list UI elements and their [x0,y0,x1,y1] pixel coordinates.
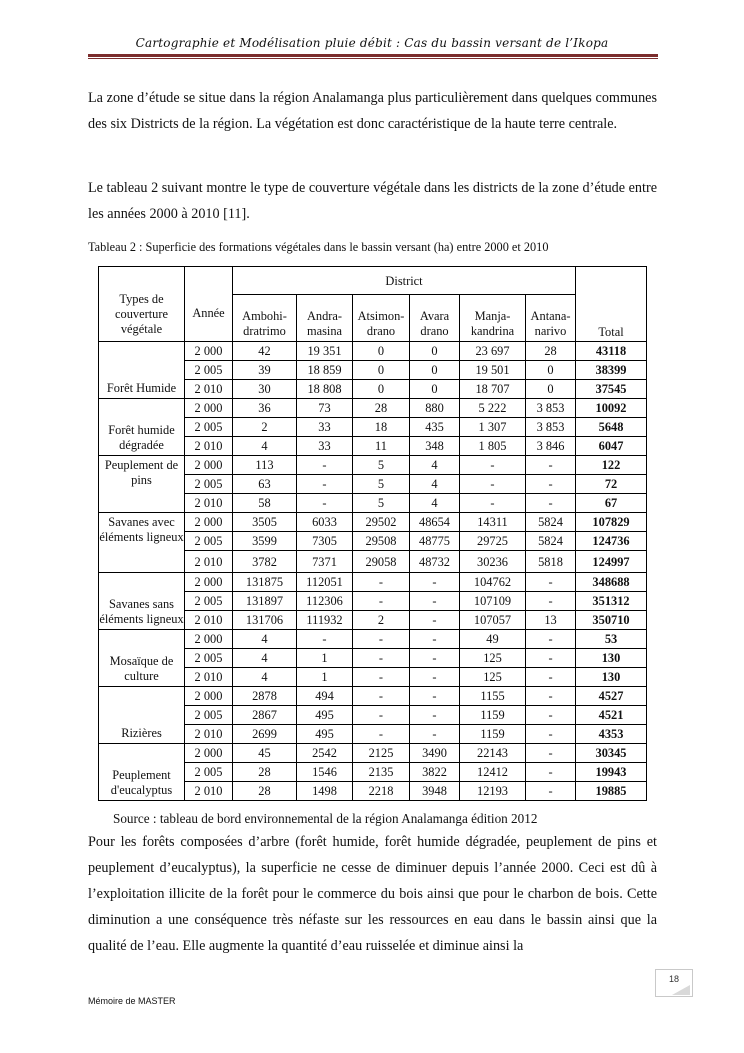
year-cell: 2 005 [185,532,233,551]
year-cell: 2 010 [185,668,233,687]
value-cell: 19 501 [460,361,526,380]
value-cell: 2 [353,611,410,630]
value-cell: - [526,763,576,782]
value-cell: 125 [460,649,526,668]
value-cell: 48654 [410,513,460,532]
value-cell: 0 [353,342,410,361]
value-cell: 2135 [353,763,410,782]
value-cell: - [353,573,410,592]
running-header: Cartographie et Modélisation pluie débit : Cas du bassin versant de l’Ikopa [135,36,609,50]
value-cell: 4 [410,494,460,513]
value-cell: - [460,475,526,494]
value-cell: - [297,475,353,494]
value-cell: 5824 [526,532,576,551]
total-cell: 348688 [576,573,647,592]
value-cell: 1 [297,668,353,687]
value-cell: 29725 [460,532,526,551]
value-cell: 2699 [233,725,297,744]
value-cell: - [410,630,460,649]
col-header-district-name: Manja-kandrina [460,295,526,342]
value-cell: - [410,592,460,611]
value-cell: 13 [526,611,576,630]
value-cell: 3505 [233,513,297,532]
cover-type-cell: Forêt Humide [99,342,185,399]
total-cell: 124997 [576,551,647,573]
value-cell: 30 [233,380,297,399]
cover-type-cell: Forêt humide dégradée [99,399,185,456]
total-cell: 351312 [576,592,647,611]
value-cell: - [526,592,576,611]
value-cell: 4 [233,437,297,456]
value-cell: 494 [297,687,353,706]
total-cell: 4527 [576,687,647,706]
value-cell: 14311 [460,513,526,532]
year-cell: 2 005 [185,592,233,611]
value-cell: 0 [526,361,576,380]
value-cell: 2125 [353,744,410,763]
value-cell: - [526,494,576,513]
col-header-district-name: Andra-masina [297,295,353,342]
value-cell: 6033 [297,513,353,532]
value-cell: - [526,744,576,763]
total-cell: 38399 [576,361,647,380]
value-cell: 3490 [410,744,460,763]
value-cell: 3782 [233,551,297,573]
value-cell: 4 [233,668,297,687]
value-cell: - [410,611,460,630]
value-cell: 131897 [233,592,297,611]
col-header-district-name: Antana-narivo [526,295,576,342]
value-cell: - [460,494,526,513]
value-cell: - [526,649,576,668]
cover-type-cell: Mosaïque de culture [99,630,185,687]
year-cell: 2 000 [185,342,233,361]
value-cell: 23 697 [460,342,526,361]
value-cell: 1546 [297,763,353,782]
value-cell: 5824 [526,513,576,532]
col-header-type: Types de couverture végétale [99,267,185,342]
value-cell: 30236 [460,551,526,573]
value-cell: 28 [233,763,297,782]
header-rule-thick [88,54,658,57]
value-cell: 107057 [460,611,526,630]
total-cell: 350710 [576,611,647,630]
total-cell: 130 [576,668,647,687]
value-cell: 5 222 [460,399,526,418]
value-cell: 12412 [460,763,526,782]
year-cell: 2 005 [185,475,233,494]
value-cell: 39 [233,361,297,380]
value-cell: - [410,725,460,744]
value-cell: - [353,687,410,706]
year-cell: 2 005 [185,649,233,668]
value-cell: 0 [353,380,410,399]
value-cell: 18 859 [297,361,353,380]
table-row [99,342,647,361]
year-cell: 2 005 [185,706,233,725]
value-cell: 3822 [410,763,460,782]
year-cell: 2 000 [185,573,233,592]
value-cell: 3599 [233,532,297,551]
col-header-total: Total [576,267,647,342]
value-cell: 3 846 [526,437,576,456]
value-cell: - [297,494,353,513]
value-cell: 880 [410,399,460,418]
value-cell: 0 [353,361,410,380]
year-cell: 2 010 [185,380,233,399]
value-cell: 29502 [353,513,410,532]
value-cell: 28 [353,399,410,418]
table-row [99,399,647,418]
value-cell: 111932 [297,611,353,630]
value-cell: 33 [297,437,353,456]
value-cell: 28 [233,782,297,801]
value-cell: 63 [233,475,297,494]
cover-type-cell: Rizières [99,687,185,744]
value-cell: 29058 [353,551,410,573]
col-header-district: District [233,267,576,295]
total-cell: 37545 [576,380,647,399]
value-cell: 11 [353,437,410,456]
value-cell: 36 [233,399,297,418]
value-cell: 1 805 [460,437,526,456]
value-cell: 1498 [297,782,353,801]
value-cell: 5 [353,456,410,475]
value-cell: - [526,687,576,706]
year-cell: 2 000 [185,456,233,475]
total-cell: 130 [576,649,647,668]
value-cell: 1159 [460,725,526,744]
value-cell: 0 [410,361,460,380]
value-cell: - [526,456,576,475]
value-cell: - [410,668,460,687]
value-cell: - [353,725,410,744]
value-cell: 1159 [460,706,526,725]
value-cell: 12193 [460,782,526,801]
year-cell: 2 010 [185,782,233,801]
value-cell: 42 [233,342,297,361]
value-cell: 0 [526,380,576,399]
value-cell: 33 [297,418,353,437]
year-cell: 2 010 [185,437,233,456]
value-cell: 435 [410,418,460,437]
value-cell: 49 [460,630,526,649]
value-cell: - [526,475,576,494]
value-cell: 1155 [460,687,526,706]
total-cell: 19885 [576,782,647,801]
value-cell: 1 [297,649,353,668]
total-cell: 6047 [576,437,647,456]
value-cell: 29508 [353,532,410,551]
paragraph-analysis: Pour les forêts composées d’arbre (forêt humide, forêt humide dégradée, peuplement de pins et peuplement d’eucalyptus), la superficie ne cesse de diminuer depuis l’année 2000. Ceci est dû à l’exploitation illicite de la forêt pour le commerce du bois ainsi que pour le charbon de bois. Cette diminution a une conséquence très néfaste sur les ressources en eau dans le bassin ainsi que la qualité de l’eau. Elle augmente la quantité d’eau ruisselée et diminue ainsi la [88,834,657,954]
value-cell: 5818 [526,551,576,573]
table-row [99,744,647,763]
table-row [99,513,647,532]
page-number: 18 [655,969,693,997]
value-cell: - [526,706,576,725]
value-cell: 2867 [233,706,297,725]
value-cell: 45 [233,744,297,763]
year-cell: 2 010 [185,551,233,573]
value-cell: 4 [410,475,460,494]
value-cell: 7305 [297,532,353,551]
total-cell: 107829 [576,513,647,532]
total-cell: 10092 [576,399,647,418]
value-cell: 131706 [233,611,297,630]
total-cell: 4353 [576,725,647,744]
paragraph-table-intro: Le tableau 2 suivant montre le type de couverture végétale dans les districts de la zone d’étude entre les années 2000 à 2010 [11]. [88,180,657,222]
value-cell: - [526,725,576,744]
value-cell: 2 [233,418,297,437]
value-cell: - [353,706,410,725]
total-cell: 53 [576,630,647,649]
value-cell: - [353,630,410,649]
value-cell: 2218 [353,782,410,801]
value-cell: 5 [353,475,410,494]
year-cell: 2 010 [185,494,233,513]
value-cell: - [353,649,410,668]
total-cell: 19943 [576,763,647,782]
paragraph-intro: La zone d’étude se situe dans la région Analamanga plus particulièrement dans quelques communes des six Districts de la région. La végétation est donc caractéristique de la haute terre centrale. [88,90,657,132]
year-cell: 2 000 [185,399,233,418]
value-cell: 18 [353,418,410,437]
total-cell: 30345 [576,744,647,763]
value-cell: - [410,573,460,592]
value-cell: 48732 [410,551,460,573]
total-cell: 5648 [576,418,647,437]
table-row [99,687,647,706]
value-cell: 3948 [410,782,460,801]
value-cell: - [526,782,576,801]
year-cell: 2 000 [185,513,233,532]
value-cell: 4 [233,630,297,649]
page-curl-decoration [672,985,690,995]
value-cell: - [410,649,460,668]
table-row [99,630,647,649]
year-cell: 2 000 [185,744,233,763]
value-cell: 104762 [460,573,526,592]
value-cell: 2878 [233,687,297,706]
value-cell: - [353,668,410,687]
value-cell: - [410,687,460,706]
total-cell: 4521 [576,706,647,725]
value-cell: 107109 [460,592,526,611]
value-cell: 18 707 [460,380,526,399]
table-caption: Tableau 2 : Superficie des formations végétales dans le bassin versant (ha) entre 2000 et 2010 [88,240,549,254]
value-cell: - [526,573,576,592]
value-cell: - [353,592,410,611]
year-cell: 2 005 [185,418,233,437]
value-cell: 3 853 [526,399,576,418]
value-cell: 495 [297,725,353,744]
value-cell: - [410,706,460,725]
year-cell: 2 005 [185,361,233,380]
year-cell: 2 000 [185,630,233,649]
cover-type-cell: Peuplement d'eucalyptus [99,744,185,801]
value-cell: 7371 [297,551,353,573]
value-cell: 0 [410,380,460,399]
year-cell: 2 000 [185,687,233,706]
value-cell: 18 808 [297,380,353,399]
col-header-district-name: Avara drano [410,295,460,342]
value-cell: - [297,456,353,475]
value-cell: 4 [410,456,460,475]
value-cell: - [297,630,353,649]
value-cell: 112051 [297,573,353,592]
value-cell: 495 [297,706,353,725]
value-cell: 28 [526,342,576,361]
value-cell: 48775 [410,532,460,551]
value-cell: 112306 [297,592,353,611]
total-cell: 43118 [576,342,647,361]
value-cell: 0 [410,342,460,361]
value-cell: 131875 [233,573,297,592]
table-row [99,573,647,592]
table-source: Source : tableau de bord environnemental de la région Analamanga édition 2012 [113,811,538,826]
table-row [99,456,647,475]
col-header-district-name: Ambohi-dratrimo [233,295,297,342]
cover-type-cell: Savanes sans éléments ligneux [99,573,185,630]
value-cell: - [460,456,526,475]
value-cell: - [526,630,576,649]
cover-type-cell: Peuplement de pins [99,456,185,513]
value-cell: 4 [233,649,297,668]
vegetation-table [98,266,647,801]
value-cell: 113 [233,456,297,475]
col-header-district-name: Atsimon-drano [353,295,410,342]
footer-label: Mémoire de MASTER [88,996,176,1006]
year-cell: 2 010 [185,725,233,744]
value-cell: 1 307 [460,418,526,437]
cover-type-cell: Savanes avec éléments ligneux [99,513,185,573]
value-cell: 22143 [460,744,526,763]
value-cell: 19 351 [297,342,353,361]
total-cell: 72 [576,475,647,494]
value-cell: 2542 [297,744,353,763]
value-cell: 125 [460,668,526,687]
value-cell: 3 853 [526,418,576,437]
year-cell: 2 010 [185,611,233,630]
value-cell: 348 [410,437,460,456]
value-cell: 58 [233,494,297,513]
total-cell: 124736 [576,532,647,551]
value-cell: - [526,668,576,687]
col-header-year: Année [185,267,233,342]
total-cell: 67 [576,494,647,513]
value-cell: 5 [353,494,410,513]
total-cell: 122 [576,456,647,475]
year-cell: 2 005 [185,763,233,782]
value-cell: 73 [297,399,353,418]
header-rule-thin [88,58,658,59]
